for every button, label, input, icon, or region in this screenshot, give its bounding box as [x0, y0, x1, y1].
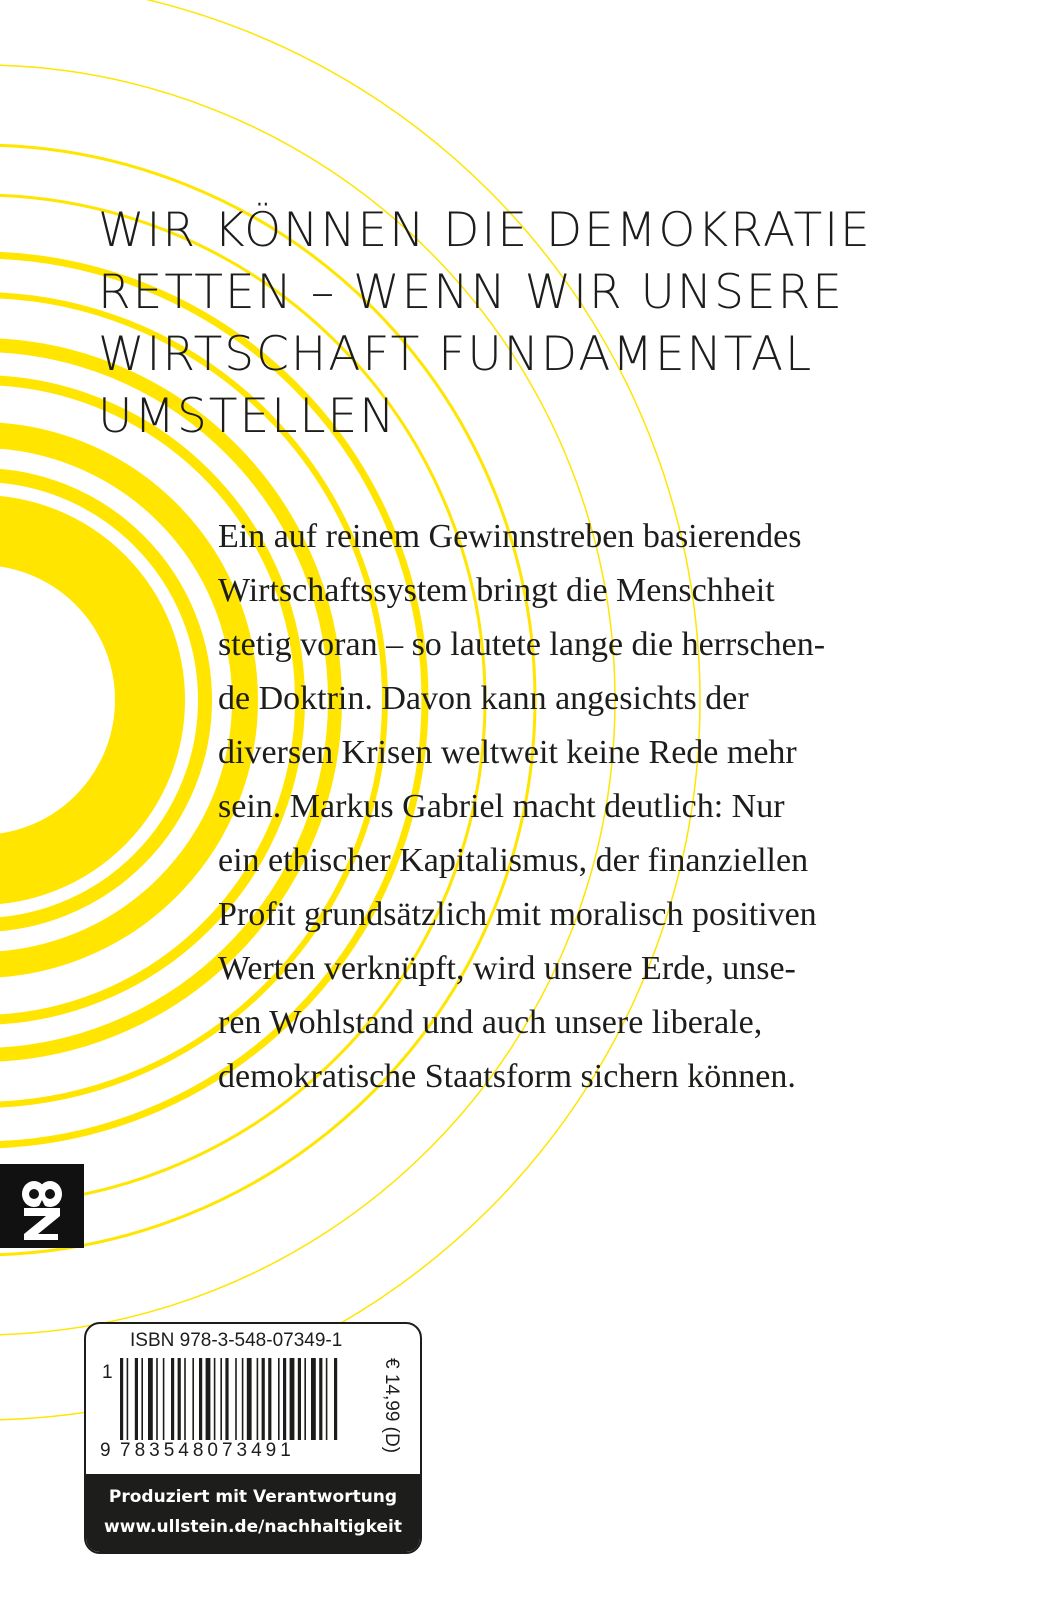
owl-logo-icon	[0, 1164, 84, 1248]
yellow-ring	[0, 530, 150, 870]
barcode-bar	[214, 1358, 216, 1442]
barcode-bar	[262, 1358, 265, 1442]
barcode-bar	[178, 1358, 181, 1442]
blurb-line: diversen Krisen weltweit keine Rede mehr	[218, 734, 797, 771]
price: € 14,99 (D)	[381, 1358, 402, 1454]
headline-line: WIR KÖNNEN DIE DEMOKRATIE	[98, 203, 872, 258]
barcode-bar	[235, 1358, 237, 1442]
barcode-bar	[206, 1358, 211, 1442]
blurb-line: ren Wohlstand und auch unsere liberale,	[218, 1004, 763, 1041]
blurb-line: Wirtschaftssystem bringt die Menschheit	[218, 572, 775, 609]
isbn-number: ISBN 978-3-548-07349-1	[130, 1330, 343, 1351]
barcode-bar	[120, 1358, 123, 1442]
barcode-bars	[118, 1358, 368, 1442]
blurb-text	[218, 510, 978, 1104]
barcode-bar	[334, 1358, 337, 1442]
eco-notice	[86, 1474, 420, 1552]
blurb-line: demokratische Staatsform sichern können.	[218, 1058, 796, 1095]
barcode-bar	[326, 1358, 328, 1442]
barcode-bar	[135, 1358, 138, 1442]
blurb-line: Werten verknüpft, wird unsere Erde, unse-	[218, 950, 796, 987]
barcode-first-digit: 1	[102, 1362, 113, 1383]
barcode-bar	[220, 1358, 222, 1442]
blurb-line: sein. Markus Gabriel macht deutlich: Nur	[218, 788, 785, 825]
headline	[98, 200, 978, 448]
barcode-bar	[242, 1358, 244, 1442]
headline-line: UMSTELLEN	[98, 389, 397, 444]
barcode-bar	[311, 1358, 316, 1442]
blurb-line: stetig voran – so lautete lange die herrschen-	[218, 626, 826, 663]
barcode-digits: 783548073491	[120, 1440, 370, 1462]
barcode-bar	[283, 1358, 286, 1442]
barcode-bar	[192, 1358, 194, 1442]
barcode-bar	[298, 1358, 301, 1442]
barcode-bar	[247, 1358, 252, 1442]
blurb-line: de Doktrin. Davon kann angesichts der	[218, 680, 749, 717]
barcode-bar	[199, 1358, 202, 1442]
eco-notice-title: Produziert mit Verantwortung	[108, 1487, 398, 1507]
barcode-bar	[141, 1358, 143, 1442]
barcode-label	[84, 1322, 422, 1554]
headline-line: WIRTSCHAFT FUNDAMENTAL	[98, 327, 814, 382]
blurb-line: ein ethischer Kapitalismus, der finanziellen	[218, 842, 809, 879]
barcode-lead-digit: 9	[100, 1440, 111, 1461]
barcode-bar	[184, 1358, 186, 1442]
barcode-bar	[127, 1358, 129, 1442]
barcode-bar	[257, 1358, 259, 1442]
barcode-bar	[156, 1358, 158, 1442]
barcode-bar	[163, 1358, 165, 1442]
blurb-line: Ein auf reinem Gewinnstreben basierendes	[218, 518, 802, 555]
barcode-bar	[278, 1358, 280, 1442]
barcode-bar	[225, 1358, 228, 1442]
barcode-bar	[304, 1358, 306, 1442]
barcode-bar	[171, 1358, 174, 1442]
barcode-bar	[268, 1358, 271, 1442]
barcode-bar	[148, 1358, 153, 1442]
eco-notice-url: www.ullstein.de/nachhaltigkeit	[104, 1517, 402, 1537]
barcode-bar	[319, 1358, 322, 1442]
blurb-line: Profit grundsätzlich mit moralisch positiven	[218, 896, 817, 933]
barcode-bar	[290, 1358, 295, 1442]
headline-line: RETTEN – WENN WIR UNSERE	[98, 265, 844, 320]
